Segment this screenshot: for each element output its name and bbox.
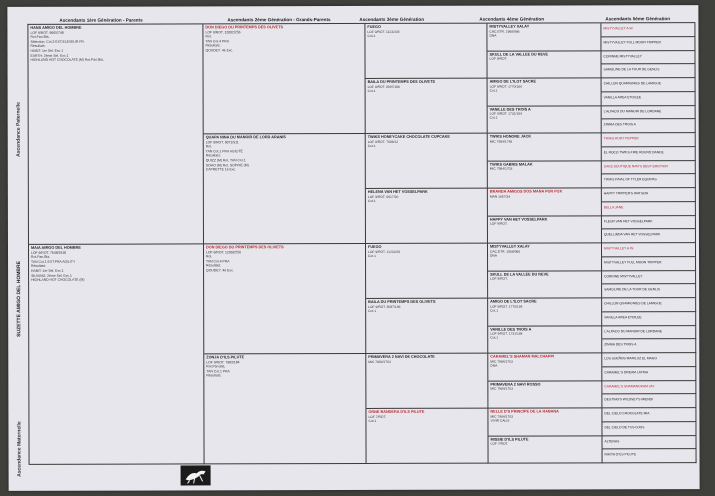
dog-detail: LOF 9/ROT. 1770/184 (489, 84, 522, 89)
dog-detail: Résultats: (206, 263, 222, 268)
dog-detail: Cot.1 (489, 115, 498, 120)
dog-name: MISSIE D'ILS PILUTE (490, 437, 529, 442)
gen4-cell (488, 326, 602, 354)
gen1-cell (29, 244, 205, 464)
dog-name: QUAPA NINA DU MANOIR DE LORD ARANIS (205, 135, 286, 140)
dog-detail: TAN Cot.4 PRA (206, 259, 230, 264)
dog-detail: CAC.ETR. 1968/986 (489, 29, 520, 34)
dog-name: HAPPY TRIPPER'S WATSON (603, 191, 648, 196)
dog-detail: Cot.1 (490, 335, 499, 340)
side-label-subject: SUZETTE AMIGO DEL HOMBRE (16, 261, 23, 337)
dog-detail: LOF 9/ROT. 11232/28 (367, 29, 400, 34)
dog-name: VANILLE DES TROIS A (490, 327, 532, 332)
dog-name: HAPPY VAN HET VOSSELPARK (489, 216, 548, 222)
dog-detail: CAPRETTE 1è Exc. (205, 167, 237, 172)
gen5-cell (602, 92, 696, 106)
gen4-cell (487, 23, 601, 51)
dog-detail: QUIZZ (M) Rot. TAN Cot.1 (205, 158, 246, 163)
dog-name: DESTINO'S WILDSEY'S MIENDI (604, 397, 653, 402)
gen5-cell (602, 408, 696, 422)
gen3-cell (365, 24, 487, 79)
dog-detail: CAC.ETR. 1968/986 (490, 249, 521, 254)
gen4-cell (488, 381, 602, 409)
dog-name: FLEUR VAN HET VOSSELPARK (603, 218, 653, 223)
gen2-cell (203, 24, 365, 134)
gen5-cell (602, 243, 696, 257)
gen5-cell (602, 202, 696, 216)
gen5-cell (602, 133, 696, 147)
gen5-cell (602, 394, 696, 408)
dog-detail: QOUDEY: 4è Exc. (206, 268, 234, 273)
dog-name: MISTYVALLEY A.W. (603, 246, 634, 251)
header-gen5: Ascendants 5ème Génération (605, 16, 671, 22)
dog-name: DEL CIELO DE TUS OJOS (604, 424, 645, 430)
gen5-cell (601, 51, 695, 65)
pedigree-sheet (7, 5, 699, 491)
dog-detail: TAN Cot.4 PRA (205, 39, 229, 44)
gen3-cell (366, 189, 488, 244)
gen5-cell (602, 216, 696, 230)
dog-name: NELLE D'S PRINCIPE DE LA HABANA (490, 409, 559, 414)
dog-detail: Sélection: Cot.3 EXT.ELEVEUR FR. (30, 39, 85, 44)
pedigree-grid (27, 22, 696, 465)
dog-detail: LOF 9/ROT. 8097/186 (367, 84, 400, 89)
gen4-cell (488, 436, 602, 464)
gen5-cell (602, 353, 696, 367)
gen3-cell (366, 409, 488, 464)
dog-detail: LOF 9/ROT. (489, 221, 508, 226)
dog-detail: Rot. (205, 34, 212, 39)
dog-name: CARAMEL'S DREAM LATINA (604, 369, 649, 375)
gen5-cell (602, 257, 696, 271)
dog-detail: LOF 9/ROT. 9665/748 (30, 30, 64, 35)
dog-name: BAILA DU PRINTEMPS DES OLIVETS (367, 79, 435, 84)
dog-detail: LOF 9/ROT. 12002/256 (206, 249, 242, 254)
gen4-cell (487, 51, 601, 79)
dog-detail: Résultats: (30, 44, 46, 49)
gen5-cell (602, 147, 696, 161)
dog-detail: Cot.1 (489, 88, 498, 93)
gen1-cell (28, 24, 204, 244)
dog-name: CAKE BOUTIQUE NAVI'S BEST EMOTION (603, 163, 668, 168)
gen5-cell (602, 422, 696, 436)
dog-detail: MIC 7984/1703 (490, 386, 513, 391)
dog-name: VANILLA AREA ETOILEE (603, 94, 642, 100)
dog-detail: Cot.1 (367, 88, 376, 93)
dog-detail: HABIT: 1er Sel. Exc.1 (30, 48, 64, 53)
dog-name: TWIKS FINAL OF TYLER EQUIPAS (603, 177, 657, 182)
dog-detail: LOF 9/ROT. 1770/184 (490, 304, 523, 309)
dog-detail: LOF 9/ROT. 11232/28 (368, 249, 401, 254)
dog-detail: MIC 7984/1703 (489, 166, 513, 171)
dog-detail: Rot.Pan.Bia. (30, 34, 50, 40)
dog-detail: MIC 7984/1703 (490, 359, 513, 364)
dog-detail: MIC 7984/1748 (489, 139, 513, 144)
gen5-cell (602, 174, 696, 188)
gen4-cell (488, 133, 602, 161)
gen5-cell (602, 339, 696, 353)
dog-name: AMIGO DE L'ILOT SACRE (489, 79, 537, 84)
gen5-cell (602, 298, 696, 312)
dog-name: ZONJA D'ILS PILUTE (206, 355, 245, 360)
gen5-cell (602, 381, 696, 395)
dog-detail: Résultats: (31, 264, 47, 269)
dog-detail: DNA (490, 253, 497, 258)
gen4-cell (488, 298, 602, 326)
dog-name: BRANDA AMIGOS DOS MANA PUR FOX (489, 189, 562, 194)
dog-detail: LOF 9/ROT. 7983/184 (206, 359, 240, 364)
dog-detail: LOF 9/ROT. 6617/30 (367, 194, 399, 199)
dog-name: TWIKS HONORE JACK (489, 134, 532, 139)
gen4-cell (488, 243, 602, 271)
dog-detail: HIGHLAND HOT CHOCOLATE (M) Rot.Pan.Bia. (30, 57, 104, 63)
dog-name: ZINNIA DES TROIS A (603, 122, 636, 127)
dog-name: DON DIEGO DU PRINTEMPS DES OLIVETS (205, 25, 284, 30)
gen5-cell (602, 229, 696, 243)
dog-name: L'ALPACO DU MANOIR DE LORDANE (603, 108, 662, 113)
dog-detail: Résultats: (205, 153, 221, 158)
dog-detail: Cot.1 (367, 33, 376, 38)
dog-name: SKULL DE LA VALLEE DU REVE (489, 51, 549, 57)
dog-detail: LOF 9/ROT. 8097/186 (368, 304, 401, 309)
dog-detail: SILVANO: 2ème Sel. Exc.1 (31, 273, 72, 278)
dog-name: PRIMAVERA 2 NAVI DE CHOCOLATE (368, 354, 435, 359)
dog-name: LOS SUEÑOS MARILUZ EL MAGO (604, 356, 657, 361)
gen3-cell (366, 299, 488, 354)
side-label-paternal: Ascendance Paternelle (15, 102, 22, 157)
dog-name: QUELLINDA VAN HET VOSSELPARK (603, 232, 661, 237)
dog-detail: Rot.Pan.Bia. (206, 364, 226, 369)
dog-name: CORINNE MISTYVALLEY (604, 273, 643, 278)
dog-name: TWIKS RUDY PEPPER (603, 136, 639, 141)
gen5-cell (603, 449, 697, 463)
gen2-cell (204, 134, 366, 244)
dog-detail: Cot.1 (368, 308, 377, 313)
dog-name: FUEGO (367, 24, 381, 29)
gen5-cell (602, 119, 696, 133)
gen4-cell (488, 408, 602, 436)
dog-name: DEL CIELO CHOCOLATE MIA (604, 411, 650, 416)
dog-detail: Cot.1 (367, 198, 376, 203)
gen5-cell (602, 78, 696, 92)
dog-name: MISTYVALLEY A.W. (603, 26, 634, 31)
dog-name: TWIKS HONEYCAKE CHOCOLATE CUPCAKE (367, 134, 450, 139)
dog-name: MISTYVALLEY FULL MOON TRIPPER (604, 259, 662, 265)
dog-detail: LOF 9/ROT. 1731/184 (489, 111, 522, 116)
gen4-cell (488, 188, 602, 216)
dog-name: ORNE BANDERA D'ILS PILUTE (368, 409, 425, 414)
gen5-cell (602, 284, 696, 298)
dog-name: SKULL DE LA VALLEE DU REVE (490, 271, 549, 277)
dog-detail: DNA (489, 33, 497, 38)
dog-detail: EARTH: 2ème Sel. Exc.1 (30, 53, 69, 58)
dog-name: ALTENAS (604, 438, 620, 443)
dog-name: VANILLA AREA ETOILEE (604, 314, 642, 320)
header-gen1: Ascendants 1ère Génération - Parents (59, 17, 143, 23)
dog-detail: VIVIR CALIS (490, 418, 510, 423)
dog-name: NIKITA D'ILS PILUTE (604, 452, 637, 457)
dog-detail: HIGHLAND HOT CHOCOLATE (M) (31, 277, 85, 283)
dog-detail: LOF 9/ROT. (489, 56, 508, 61)
dog-name: SAMOLINE DE LA TOUR DE GENLIS (603, 67, 660, 72)
dog-detail: Rot. (206, 254, 213, 259)
dog-name: L'ALPACO DU MANOIR DE LORDANE (604, 328, 662, 333)
gen3-cell (366, 354, 488, 409)
dog-name: SAMOLINE DE LA TOUR DE GENLIS (604, 287, 661, 292)
gen5-cell (602, 312, 696, 326)
gen5-cell (602, 367, 696, 381)
club-logo (181, 465, 211, 485)
dog-detail: Résultats: (205, 43, 221, 48)
dog-name: HELENA VAN HET VOSSELPARK (367, 189, 428, 194)
dog-name: CORINNE MISTYVALLEY (603, 53, 642, 58)
dog-detail: LOF 9/ROT. 1731/184 (490, 331, 523, 336)
dog-name: AMIGO DE L'ILOT SACRE (490, 299, 537, 304)
dog-name: PRIMAVERA 2 NAVI ROSSO (490, 382, 541, 387)
dog-name: CHILLON QUAMIGNIES DE LAMIGUE (603, 81, 662, 86)
dog-detail: TAN Cot.1 PRA (206, 369, 230, 374)
dog-detail: LOF 7/ROT. (490, 441, 509, 446)
gen4-cell (488, 216, 602, 244)
dog-name: BAILA DU PRINTEMPS DES OLIVETS (368, 299, 436, 304)
dog-detail: DNA (490, 363, 498, 368)
dog-name: MISTYVALLEY XALAY (489, 244, 530, 249)
gen5-cell (602, 64, 696, 78)
dog-detail: QOUDEY: 4è Exc. (205, 48, 234, 53)
dog-detail: HABIT: 1er Sel. Exc.1 (31, 268, 64, 273)
gen4-cell (488, 353, 602, 381)
dog-detail: LOF 9/ROT. 7648/1918 (31, 250, 67, 255)
gen2-cell (204, 244, 366, 354)
gen2-cell (204, 354, 366, 464)
dog-name: TWIKS GABRIS MALAK (489, 162, 533, 167)
dog-name: VANILLE DES TROIS A (489, 107, 531, 112)
dog-name: MISTYVALLEY FULL MOON TRIPPER (603, 39, 661, 45)
dog-detail: Cot.1 (368, 253, 376, 258)
dog-name: BELLA JANE (603, 205, 624, 210)
dog-detail: TAN Cot.1 EXT.PRA AGILITY (31, 259, 76, 264)
dog-name: CARAMEL'S SHAMANOKAM JAY (604, 383, 655, 388)
header-gen4: Ascendants 4ème Génération (479, 16, 545, 22)
dog-detail: MAN 1657/34 (489, 194, 511, 199)
gen3-cell (366, 244, 488, 299)
side-label-maternal: Ascendance Maternelle (16, 421, 23, 477)
gen5-cell (602, 271, 696, 285)
dog-name: ZINNIA DES TROIS A (604, 342, 637, 347)
dog-detail: LOF 9/ROT. 7086/12 (367, 139, 399, 144)
gen4-cell (488, 271, 602, 299)
dog-detail: LOF 7/ROT. (368, 414, 387, 419)
dog-name: DON DIEGO DU PRINTEMPS DES OLIVETS (205, 245, 284, 250)
dog-name: MISTYVALLEY XALAY (489, 24, 530, 29)
gen5-cell (601, 37, 695, 51)
gen4-cell (488, 106, 602, 134)
gen4-cell (488, 78, 602, 106)
gen5-cell (602, 436, 696, 450)
dog-name: FUEGO (367, 244, 382, 249)
header-gen2: Ascendants 2ème Génération - Grands-Parents (227, 17, 331, 23)
dog-detail: Cot.1 (368, 418, 377, 423)
dog-detail: SOHO (M) Rot. SOPHIE (M) (205, 162, 249, 167)
dog-name: EL ROCO TWIKS FIRE ROUND DANCE (603, 149, 664, 155)
dog-name: CHILLON QUAMIGNIES DE LAMIGUE (604, 301, 662, 306)
dog-detail: LOF 9/ROT. 9071/511 (205, 139, 239, 144)
dog-detail: Rot.Pan.Bia. (31, 254, 51, 260)
dog-detail: LOF 9/ROT. 12002/256 (205, 29, 241, 34)
gen3-cell (366, 79, 488, 134)
dog-detail: Cot.1 (367, 143, 376, 148)
gen5-cell (601, 23, 695, 37)
gen5-cell (602, 326, 696, 340)
gen5-cell (602, 188, 696, 202)
gen4-cell (488, 161, 602, 189)
dog-detail: MIC 7984/1703 (490, 414, 513, 419)
gen5-cell (602, 161, 696, 175)
dog-detail: TAN Cot.1 PRA AGILITÉ (205, 149, 243, 154)
dog-detail: Cot.1 (490, 308, 499, 313)
dog-name: HANS AMIGO DEL HOMBRE (30, 25, 82, 30)
gen3-cell (366, 134, 488, 189)
dog-detail: Résultats: (206, 373, 222, 378)
dog-name: MAIA AMIGO DEL HOMBRE (30, 245, 81, 250)
dog-detail: MIC 7984/1703 (368, 359, 391, 364)
dog-detail: LOF 9/ROT. (490, 276, 508, 281)
dog-detail: Rot. (205, 144, 212, 149)
dog-name: CARAMEL'S SHAMAN MALCHAPPI (490, 354, 555, 359)
gen5-cell (602, 106, 696, 120)
footer (29, 463, 696, 488)
header-gen3: Ascendants 3ème Génération (359, 16, 425, 22)
